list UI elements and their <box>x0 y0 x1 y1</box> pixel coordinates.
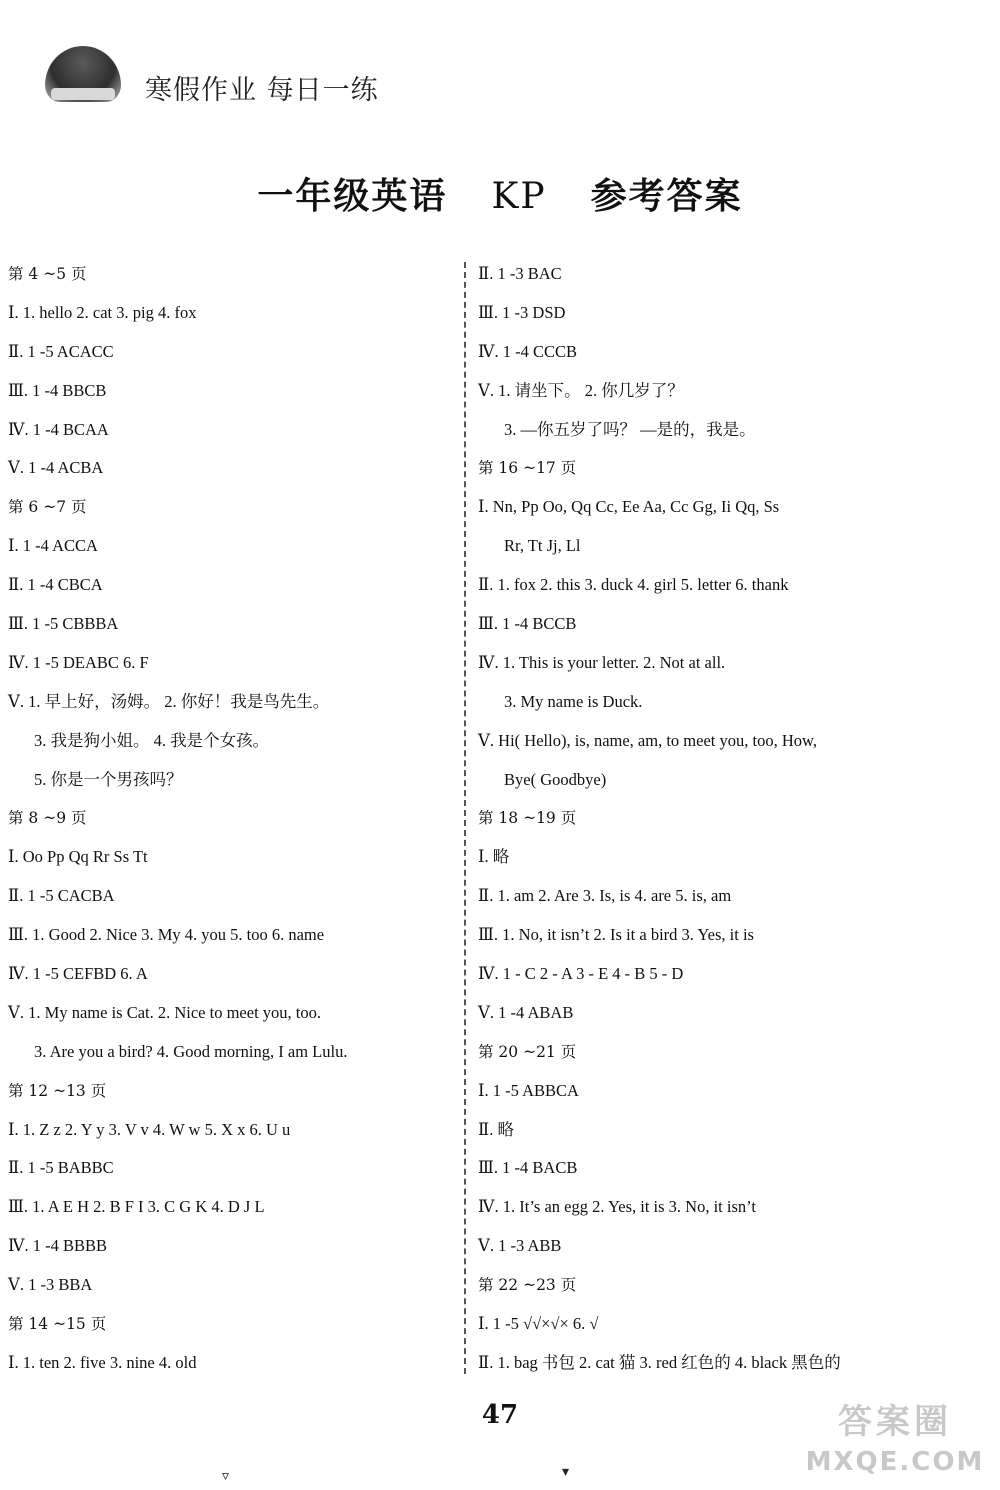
answer-line: Ⅰ. Nn, Pp Oo, Qq Cc, Ee Aa, Cc Gg, Ii Qq, Ss <box>478 497 780 517</box>
section-heading: 第 22 ~23 页 <box>478 1276 577 1295</box>
page-header <box>45 42 465 122</box>
answer-line: Ⅰ. 1. ten 2. five 3. nine 4. old <box>8 1352 197 1372</box>
answer-line: Ⅱ. 1. bag 书包 2. cat 猫 3. red 红色的 4. black 黑色的 <box>478 1352 841 1372</box>
answer-line: Ⅴ. 1 -3 ABB <box>478 1236 562 1256</box>
section-heading: 第 16 ~17 页 <box>478 459 577 478</box>
answer-line: 3. 我是狗小姐。 4. 我是个女孩。 <box>34 730 270 750</box>
answer-line: 3. —你五岁了吗？ —是的，我是。 <box>504 419 756 439</box>
answer-line: Ⅲ. 1. No, it isn’t 2. Is it a bird 3. Yes, it is <box>478 925 754 945</box>
section-heading: 第 4 ~5 页 <box>8 265 87 283</box>
answer-column-right <box>478 255 928 1383</box>
answer-line: Ⅲ. 1 -4 BACB <box>478 1158 578 1178</box>
answer-line: 3. My name is Duck. <box>504 691 643 711</box>
answer-line: Ⅳ. 1 -4 CCCB <box>478 341 577 361</box>
doc-title-label: 参考答案 <box>590 175 743 217</box>
answer-line: Ⅳ. 1 -5 CEFBD 6. A <box>8 964 148 984</box>
answer-line: Ⅴ. 1 -4 ACBA <box>8 458 104 478</box>
answer-line: Ⅰ. Oo Pp Qq Rr Ss Tt <box>8 847 148 867</box>
section-heading: 第 8 ~9 页 <box>8 809 87 828</box>
answer-line: Ⅰ. 略 <box>478 847 510 867</box>
page-number: 47 <box>481 1400 519 1430</box>
answer-line: Ⅴ. 1. 早上好，汤姆。 2. 你好！我是鸟先生。 <box>8 691 330 711</box>
answer-line: Ⅲ. 1 -5 CBBBA <box>8 614 119 634</box>
answer-line: Ⅱ. 1 -5 BABBC <box>8 1158 114 1178</box>
answer-line: Ⅴ. 1. My name is Cat. 2. Nice to meet you, too. <box>8 1002 321 1022</box>
answer-line: Ⅳ. 1. This is your letter. 2. Not at all. <box>478 652 726 672</box>
answer-line: Ⅲ. 1. Good 2. Nice 3. My 4. you 5. too 6. name <box>8 925 325 945</box>
answer-line: Ⅴ. 1 -3 BBA <box>8 1275 93 1295</box>
answer-line: Ⅳ. 1 -5 DEABC 6. F <box>8 652 149 672</box>
answer-line: 5. 你是一个男孩吗？ <box>34 769 183 789</box>
watermark-top: 答案圈 <box>838 1402 952 1442</box>
answer-column-left <box>8 255 460 1383</box>
answer-line: Ⅱ. 1 -5 ACACC <box>8 341 114 361</box>
answer-line: Ⅳ. 1 -4 BBBB <box>8 1236 107 1256</box>
answer-line: Ⅲ. 1 -3 DSD <box>478 302 566 322</box>
answer-line: Ⅰ. 1. Z z 2. Y y 3. V v 4. W w 5. X x 6. U u <box>8 1119 291 1139</box>
section-heading: 第 12 ~13 页 <box>8 1081 107 1100</box>
answer-line: Ⅳ. 1 - C 2 - A 3 - E 4 - B 5 - D <box>478 964 684 984</box>
section-heading: 第 14 ~15 页 <box>8 1315 107 1334</box>
section-heading: 第 20 ~21 页 <box>478 1042 577 1061</box>
watermark-bottom: MXQE.COM <box>805 1447 985 1477</box>
answer-line: Bye( Goodbye) <box>504 769 607 789</box>
answer-line: Ⅱ. 1 -3 BAC <box>478 264 562 283</box>
scan-mark-icon: ▾ <box>562 1464 570 1480</box>
answer-line: Ⅴ. Hi( Hello), is, name, am, to meet you, too, How, <box>478 730 817 750</box>
answer-line: Ⅴ. 1. 请坐下。 2. 你几岁了？ <box>478 380 684 400</box>
section-heading: 第 18 ~19 页 <box>478 809 577 828</box>
answer-line: 3. Are you a bird? 4. Good morning, I am Lulu. <box>34 1041 348 1061</box>
doc-title-edition: KP <box>491 176 547 217</box>
section-heading: 第 6 ~7 页 <box>8 498 87 517</box>
answer-line: Ⅱ. 1. am 2. Are 3. Is, is 4. are 5. is, am <box>478 886 732 906</box>
doc-title-grade: 一年级英语 <box>257 175 448 217</box>
answer-line: Ⅳ. 1 -4 BCAA <box>8 419 109 439</box>
column-divider <box>464 262 466 1374</box>
answer-line: Ⅱ. 1 -4 CBCA <box>8 575 103 595</box>
answer-line: Ⅱ. 略 <box>478 1119 514 1139</box>
scan-mark-icon: ▿ <box>222 1468 230 1484</box>
answer-line: Ⅰ. 1 -5 √√×√× 6. √ <box>478 1314 599 1334</box>
answer-line: Ⅲ. 1 -4 BBCB <box>8 380 107 400</box>
answer-line: Ⅳ. 1. It’s an egg 2. Yes, it is 3. No, it isn’t <box>478 1197 756 1217</box>
answer-line: Ⅴ. 1 -4 ABAB <box>478 1002 574 1022</box>
answer-line: Ⅰ. 1 -4 ACCA <box>8 536 98 556</box>
answer-line: Ⅲ. 1 -4 BCCB <box>478 614 577 634</box>
watermark-stamp-icon <box>800 1398 990 1484</box>
answer-line: Ⅰ. 1. hello 2. cat 3. pig 4. fox <box>8 302 197 322</box>
answer-line: Ⅱ. 1 -5 CACBA <box>8 886 115 906</box>
answer-line: Rr, Tt Jj, Ll <box>504 536 581 556</box>
header-title: 寒假作业 每日一练 <box>145 75 379 106</box>
doc-title <box>0 168 1000 219</box>
answer-line: Ⅰ. 1 -5 ABBCA <box>478 1080 579 1100</box>
logo-blob-icon <box>45 46 121 102</box>
answer-line: Ⅱ. 1. fox 2. this 3. duck 4. girl 5. letter 6. thank <box>478 575 789 595</box>
answer-line: Ⅲ. 1. A E H 2. B F I 3. C G K 4. D J L <box>8 1197 265 1217</box>
